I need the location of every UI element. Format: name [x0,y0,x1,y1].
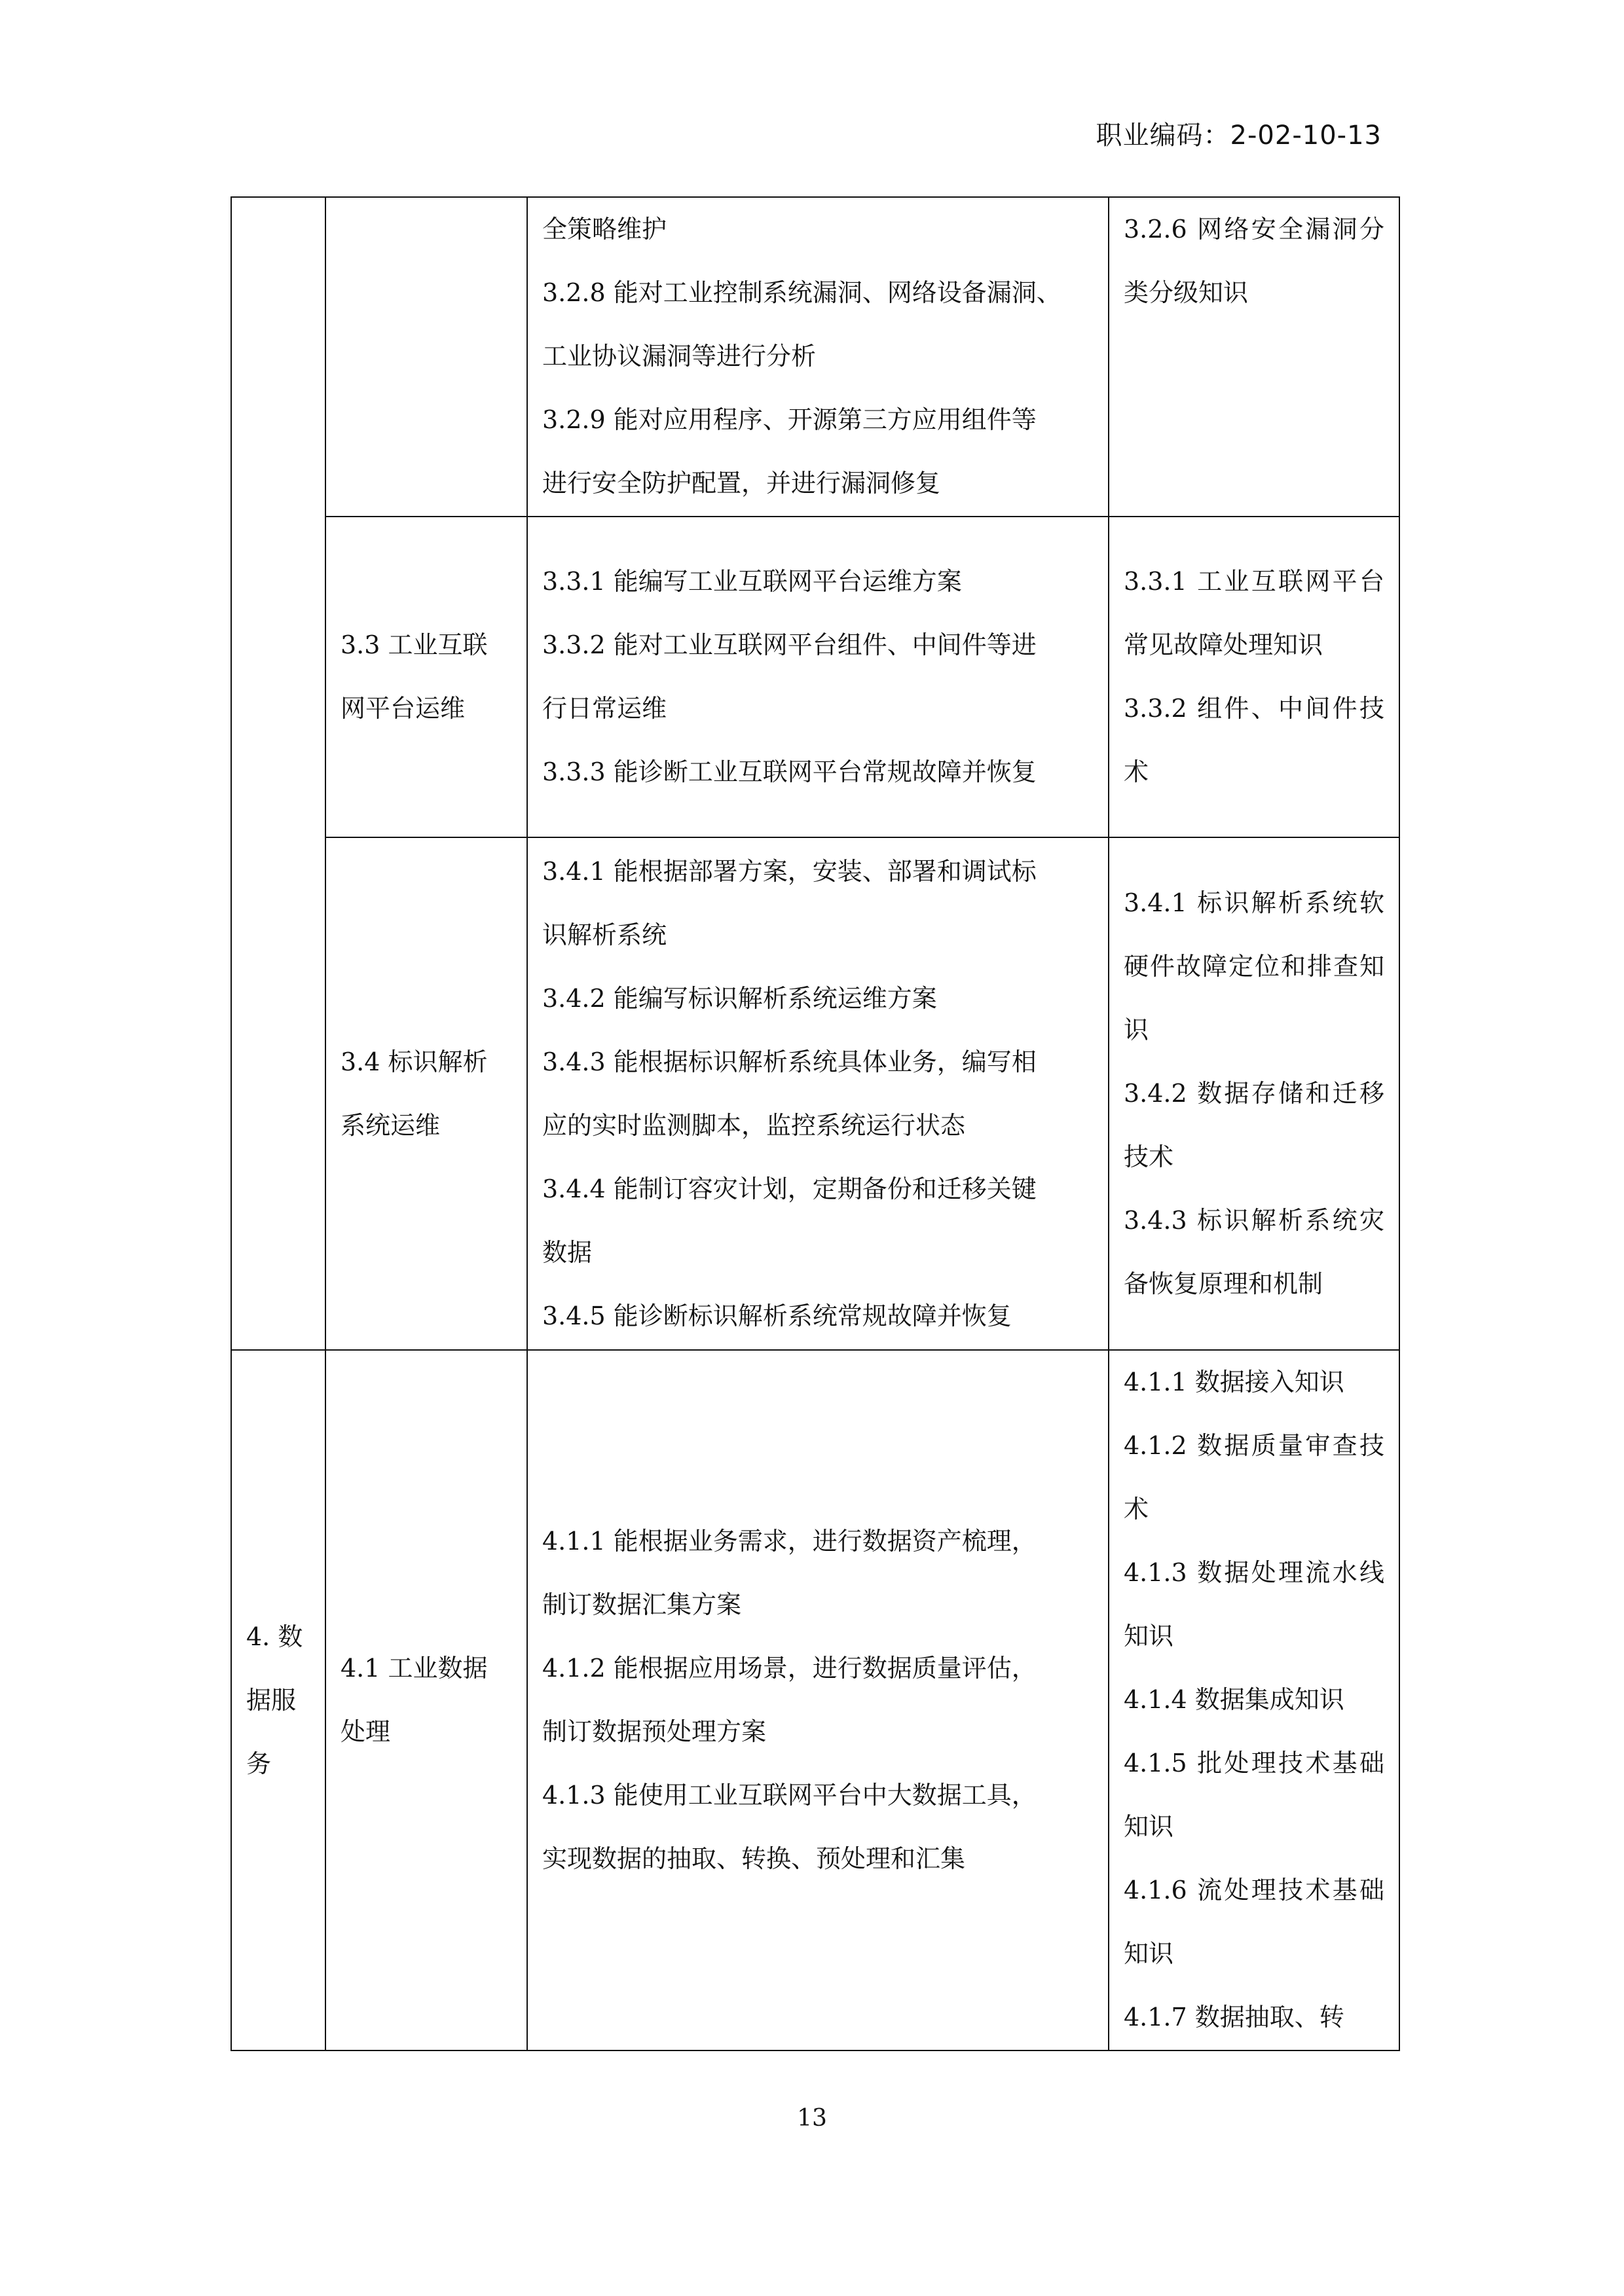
work-cell [325,517,527,837]
knowledge-item: 3.4.2 数据存储和迁移技术 [1124,1079,1384,1171]
occupation-code: 职业编码：2-02-10-13 [1096,120,1382,151]
knowledge-item: 3.2.6 网络安全漏洞分类分级知识 [1124,215,1384,307]
skill-line: 3.4.1 能根据部署方案，安装、部署和调试标 [542,856,1037,886]
skill-line: 进行安全防护配置，并进行漏洞修复 [542,469,941,498]
skill-line: 应的实时监测脚本，监控系统运行状态 [542,1110,966,1140]
skill-line: 3.4.4 能制订容灾计划，定期备份和迁移关键 [542,1174,1037,1203]
table-row [231,1350,1399,2050]
knowledge-item: 4.1.6 流处理技术基础知识 [1124,1876,1384,1968]
skill-line: 3.3.1 能编写工业互联网平台运维方案 [542,567,962,596]
work-title: 3.4 标识解析系统运维 [341,1047,488,1140]
skill-line: 工业协议漏洞等进行分析 [542,342,817,371]
knowledge-item: 3.3.1 工业互联网平台常见故障处理知识 [1124,567,1384,659]
skill-line: 数据 [542,1237,593,1267]
work-cell [325,837,527,1350]
work-cell [325,1350,527,2050]
work-cell [325,197,527,517]
skill-line: 3.2.8 能对工业控制系统漏洞、网络设备漏洞、 [542,278,1061,307]
work-title: 4.1 工业数据处理 [341,1654,488,1746]
skill-cell [527,1350,1109,2050]
function-title: 4. 数据服务 [246,1622,303,1778]
skill-line: 4.1.1 能根据业务需求，进行数据资产梳理， [542,1527,1037,1556]
skill-line: 制订数据汇集方案 [542,1590,742,1619]
skill-line: 行日常运维 [542,694,667,723]
skill-cell [527,197,1109,517]
skill-line: 制订数据预处理方案 [542,1717,767,1746]
knowledge-item: 4.1.4 数据集成知识 [1124,1685,1344,1714]
skill-cell [527,517,1109,837]
skill-line: 4.1.3 能使用工业互联网平台中大数据工具， [542,1781,1037,1810]
skill-line: 3.4.5 能诊断标识解析系统常规故障并恢复 [542,1301,1012,1330]
skill-line: 3.3.2 能对工业互联网平台组件、中间件等进 [542,630,1037,659]
skill-line: 3.3.3 能诊断工业互联网平台常规故障并恢复 [542,757,1037,786]
knowledge-cell [1109,837,1399,1350]
function-cell-4 [231,1350,325,2050]
skill-cell [527,837,1109,1350]
skill-line: 3.4.2 能编写标识解析系统运维方案 [542,983,937,1013]
skills-table [231,196,1400,2051]
knowledge-cell [1109,1350,1399,2050]
knowledge-item: 4.1.3 数据处理流水线知识 [1124,1558,1384,1650]
skill-line: 全策略维护 [542,215,667,244]
knowledge-item: 4.1.5 批处理技术基础知识 [1124,1749,1384,1841]
table-row [231,837,1399,1350]
skill-line: 识解析系统 [542,920,667,949]
page-number: 13 [797,2105,827,2132]
knowledge-item: 3.4.1 标识解析系统软硬件故障定位和排查知识 [1124,888,1384,1044]
table-row [231,197,1399,517]
work-title: 3.3 工业互联网平台运维 [341,630,488,723]
knowledge-item: 4.1.1 数据接入知识 [1124,1368,1344,1396]
knowledge-cell [1109,197,1399,517]
function-cell-3 [231,197,325,1350]
knowledge-item: 3.3.2 组件、中间件技术 [1124,694,1384,786]
knowledge-item: 4.1.7 数据抽取、转 [1124,2003,1344,2032]
table-row [231,517,1399,837]
skill-line: 3.4.3 能根据标识解析系统具体业务，编写相 [542,1047,1037,1076]
knowledge-item: 4.1.2 数据质量审查技术 [1124,1431,1384,1523]
knowledge-item: 3.4.3 标识解析系统灾备恢复原理和机制 [1124,1206,1384,1298]
skill-line: 实现数据的抽取、转换、预处理和汇集 [542,1844,966,1873]
knowledge-cell [1109,517,1399,837]
skill-line: 3.2.9 能对应用程序、开源第三方应用组件等 [542,405,1037,434]
skill-line: 4.1.2 能根据应用场景，进行数据质量评估， [542,1654,1037,1683]
